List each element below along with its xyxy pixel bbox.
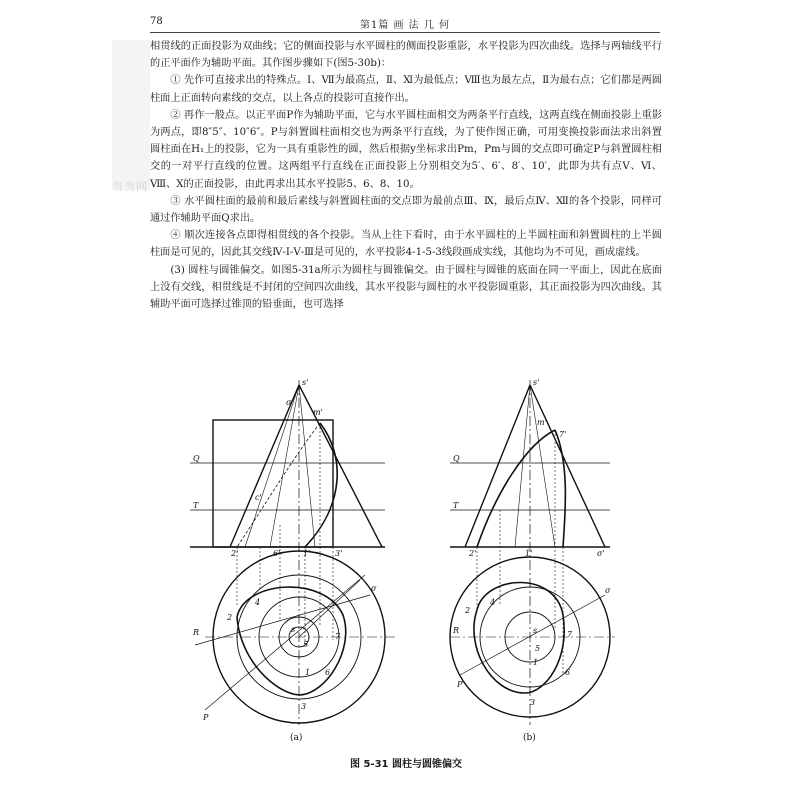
labels-b [452,378,611,743]
label: 3' [335,549,343,558]
page-header [150,16,660,33]
label: 1' [303,549,311,558]
label: R [453,626,460,635]
technical-drawing [185,375,625,745]
label: s [291,625,296,634]
label: P [457,680,463,689]
paragraph: (3) 圆柱与圆锥偏交。如图5-31a所示为圆柱与圆锥偏交。由于圆柱与圆锥的底面在同一平面上，因此在底面上没有交线，相贯线是不封闭的空间四次曲线，其水平投影与圆柱的水平投影圆重影，其正面投影为四次曲线。其辅助平面可选择过锥顶的铅垂面，也可选择 [150,264,662,311]
labels-a [192,378,377,743]
label: 7 [335,632,341,641]
label: 1 [533,658,539,667]
figure-5-31 [185,375,625,745]
label: 6 [565,668,571,677]
label: T [453,501,459,510]
label: 6' [273,549,281,558]
label: 7 [567,630,573,639]
label: s' [533,378,540,387]
label: 2' [231,549,239,558]
label: 5 [535,644,541,653]
label: σ' [597,549,605,558]
watermark-text: 当当网 [112,180,148,193]
label: P [203,713,209,722]
label: T [193,501,199,510]
label: σ [371,584,377,593]
paragraph: ④ 顺次连接各点即得相贯线的各个投影。当从上往下看时，由于水平圆柱的上半圆柱面和斜置圆柱的上半圆柱面是可见的，因此其交线Ⅳ-Ⅰ-Ⅴ-Ⅲ是可见的，水平投影4-1-5-3线段画成实线，其他均为不可见，画成虚线。 [150,230,662,259]
label: 4 [490,598,496,607]
watermark-strip [112,40,150,190]
label: 5 [303,640,309,649]
label: Q [193,454,200,463]
label: 3 [530,698,536,707]
figure-caption: 图 5-31 圆柱与圆锥偏交 [350,759,462,770]
running-head: 第1篇 画 法 几 何 [359,20,451,31]
label: σ' [286,398,294,407]
label: 2' [469,549,477,558]
paragraph: ① 先作可直接求出的特殊点。Ⅰ、Ⅶ为最高点，Ⅱ、Ⅺ为最低点；Ⅷ也为最左点，Ⅱ为最右点；它们都是两圆柱面上正面转向素线的交点，以上各点的投影可直接作出。 [150,75,662,104]
label: 2 [227,613,233,622]
label: m' [313,408,323,417]
label: s' [302,378,309,387]
label: c' [255,493,262,502]
label: 4 [255,598,261,607]
paragraph: ③ 水平圆柱面的最前和最后素线与斜置圆柱面的交点即为最前点Ⅲ、Ⅸ，最后点Ⅳ、Ⅻ的各个投影，同样可通过作辅助平面Q求出。 [150,195,662,225]
subfigure-caption-b: (b) [523,733,536,743]
page-number: 78 [150,16,163,27]
label: Q [453,454,460,463]
label: 7' [559,430,567,439]
paragraph: ② 再作一般点。以正平面P作为辅助平面，它与水平圆柱面相交为两条平行直线，这两直线在侧面投影上重影为两点，即8″5″、10″6″。P与斜置圆柱面相交也为两条平行直线，为了使作图正确，可用变换投影面法求出斜置圆柱面在H₁上的投影，它为一具有重影性的圆，然后根据y坐标求出Pm，Pm与圆的交点即可确定P与斜置圆柱相交的一对平行直线的位置。这两组平行直线在正面投影上分别相交为5′、6′、8′、10′，此即为共有点Ⅴ、Ⅵ、Ⅷ、Ⅹ的正面投影，由此再求出其水平投影5、6、8、10。 [150,109,662,190]
label: 2 [465,606,471,615]
drawing-a [190,380,395,725]
label: s [533,626,538,635]
label: σ [605,586,611,595]
label: m' [537,418,547,427]
paragraph: 相贯线的正面投影为双曲线；它的侧面投影与水平圆柱的侧面投影重影，水平投影为四次曲线。选择与两轴线平行的正平面作为辅助平面。其作图步骤如下(图5-30b)： [150,41,662,70]
label: 1' [525,549,533,558]
label: 1 [305,668,311,677]
label: R [193,628,200,637]
body-text [150,38,662,313]
label: 3 [301,702,307,711]
subfigure-caption-a: (a) [290,733,303,743]
label: 6 [325,668,331,677]
